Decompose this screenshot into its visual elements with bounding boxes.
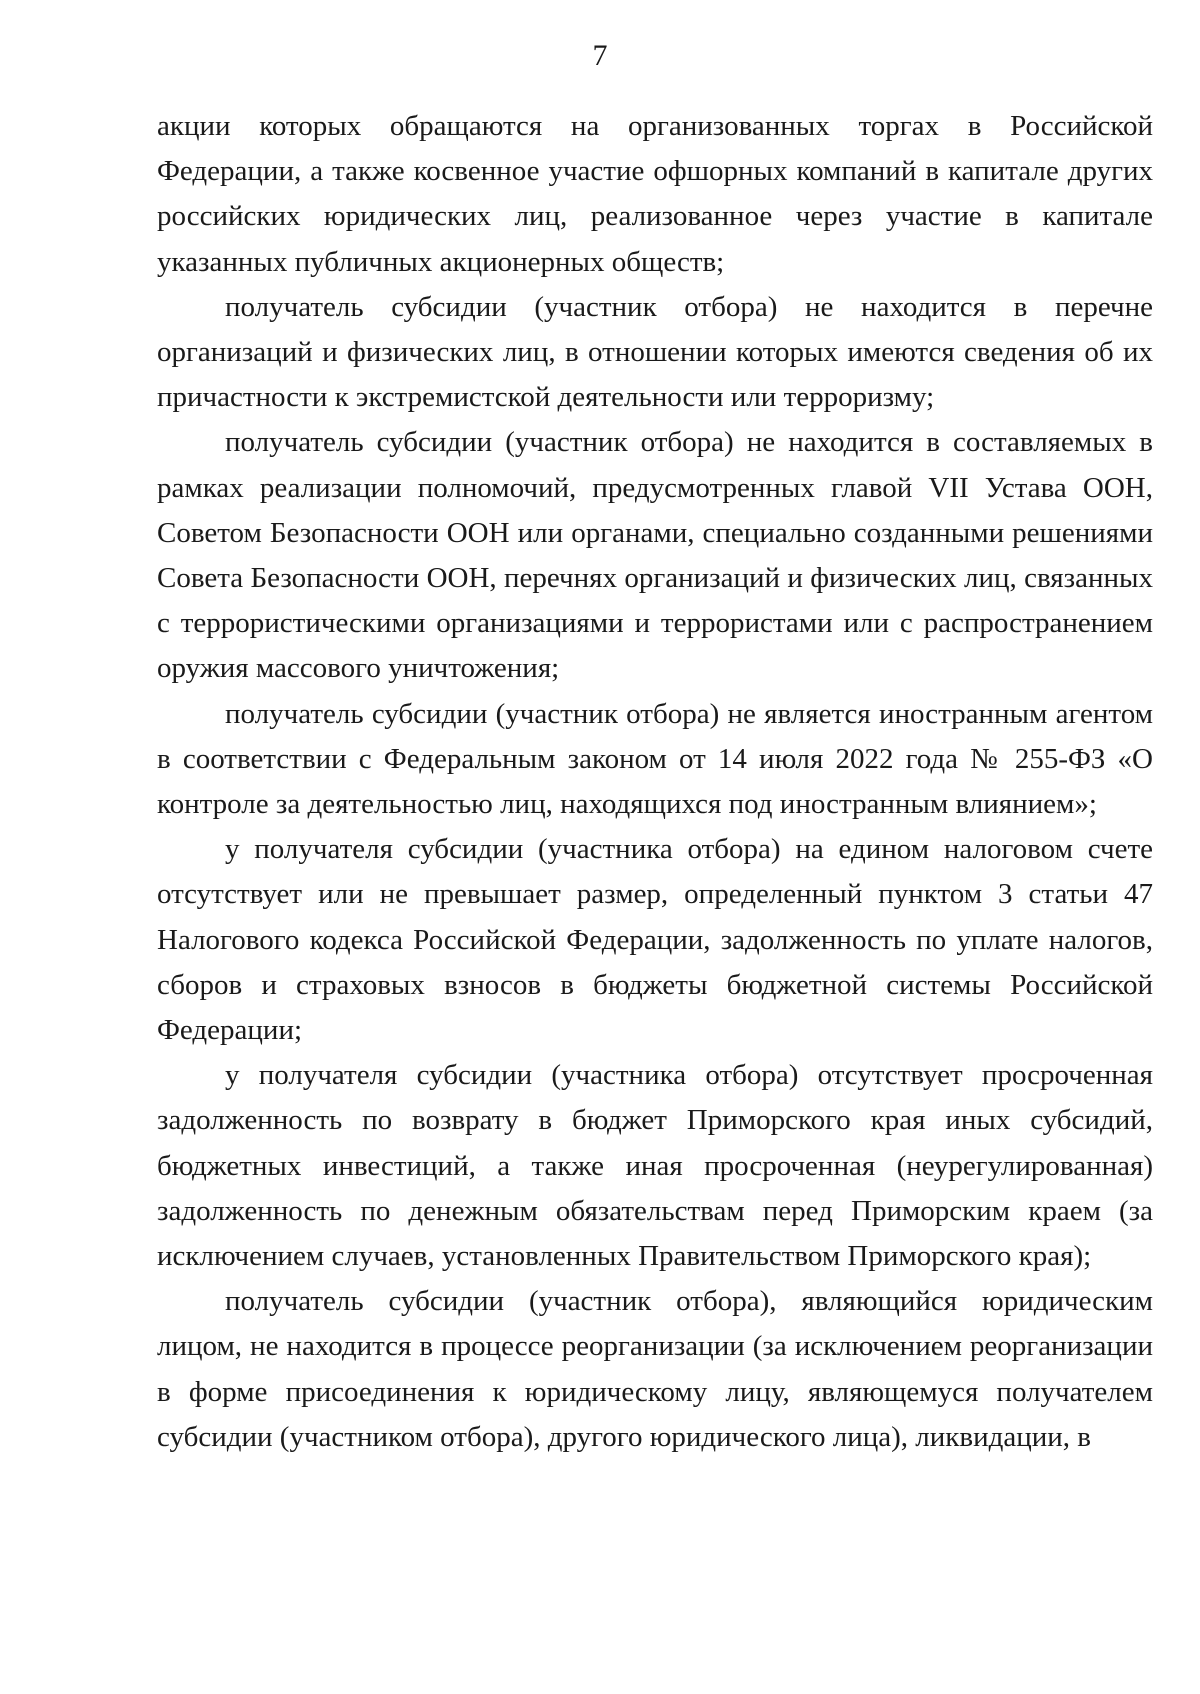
paragraph-continuation: акции которых обращаются на организованных торгах в Российской Федерации, а также косвенное участие офшорных компаний в капитале других российских юридических лиц, реализованное через участие в капитале указанных публичных акционерных обществ; [157, 110, 1153, 278]
paragraph-reorganization: получатель субсидии (участник отбора), являющийся юридическим лицом, не находится в процессе реорганизации (за исключением реорганизации в форме присоединения к юридическому лицу, являющемуся получателем субсидии (участником отбора), другого юридического лица), ликвидации, в [157, 1285, 1153, 1453]
paragraph-tax-debt: у получателя субсидии (участника отбора) на едином налоговом счете отсутствует или не превышает размер, определенный пунктом 3 статьи 47 Налогового кодекса Российской Федерации, задолженность по уплате налогов, сборов и страховых взносов в бюджеты бюджетной системы Российской Федерации; [157, 833, 1153, 1047]
paragraph-un-security-council-lists: получатель субсидии (участник отбора) не находится в составляемых в рамках реализации полномочий, предусмотренных главой VII Устава ООН, Советом Безопасности ООН или органами, специально созданными решениями Совета Безопасности ООН, перечнях организаций и физических лиц, связанных с террористическими организациями и террористами или с распространением оружия массового уничтожения; [157, 426, 1153, 685]
paragraph-overdue-debt: у получателя субсидии (участника отбора) отсутствует просроченная задолженность по возврату в бюджет Приморского края иных субсидий, бюджетных инвестиций, а также иная просроченная (неурегулированная) задолженность по денежным обязательствам перед Приморским краем (за исключением случаев, установленных Правительством Приморского края); [157, 1059, 1153, 1273]
paragraph-foreign-agent: получатель субсидии (участник отбора) не является иностранным агентом в соответствии с Федеральным законом от 14 июля 2022 года № 255-ФЗ «О контроле за деятельностью лиц, находящихся под иностранным влиянием»; [157, 697, 1153, 821]
document-body [157, 104, 1153, 1460]
paragraph-extremism-list: получатель субсидии (участник отбора) не находится в перечне организаций и физических лиц, в отношении которых имеются сведения об их причастности к экстремистской деятельности или терроризму; [157, 290, 1153, 414]
page-number: 7 [592, 39, 608, 72]
